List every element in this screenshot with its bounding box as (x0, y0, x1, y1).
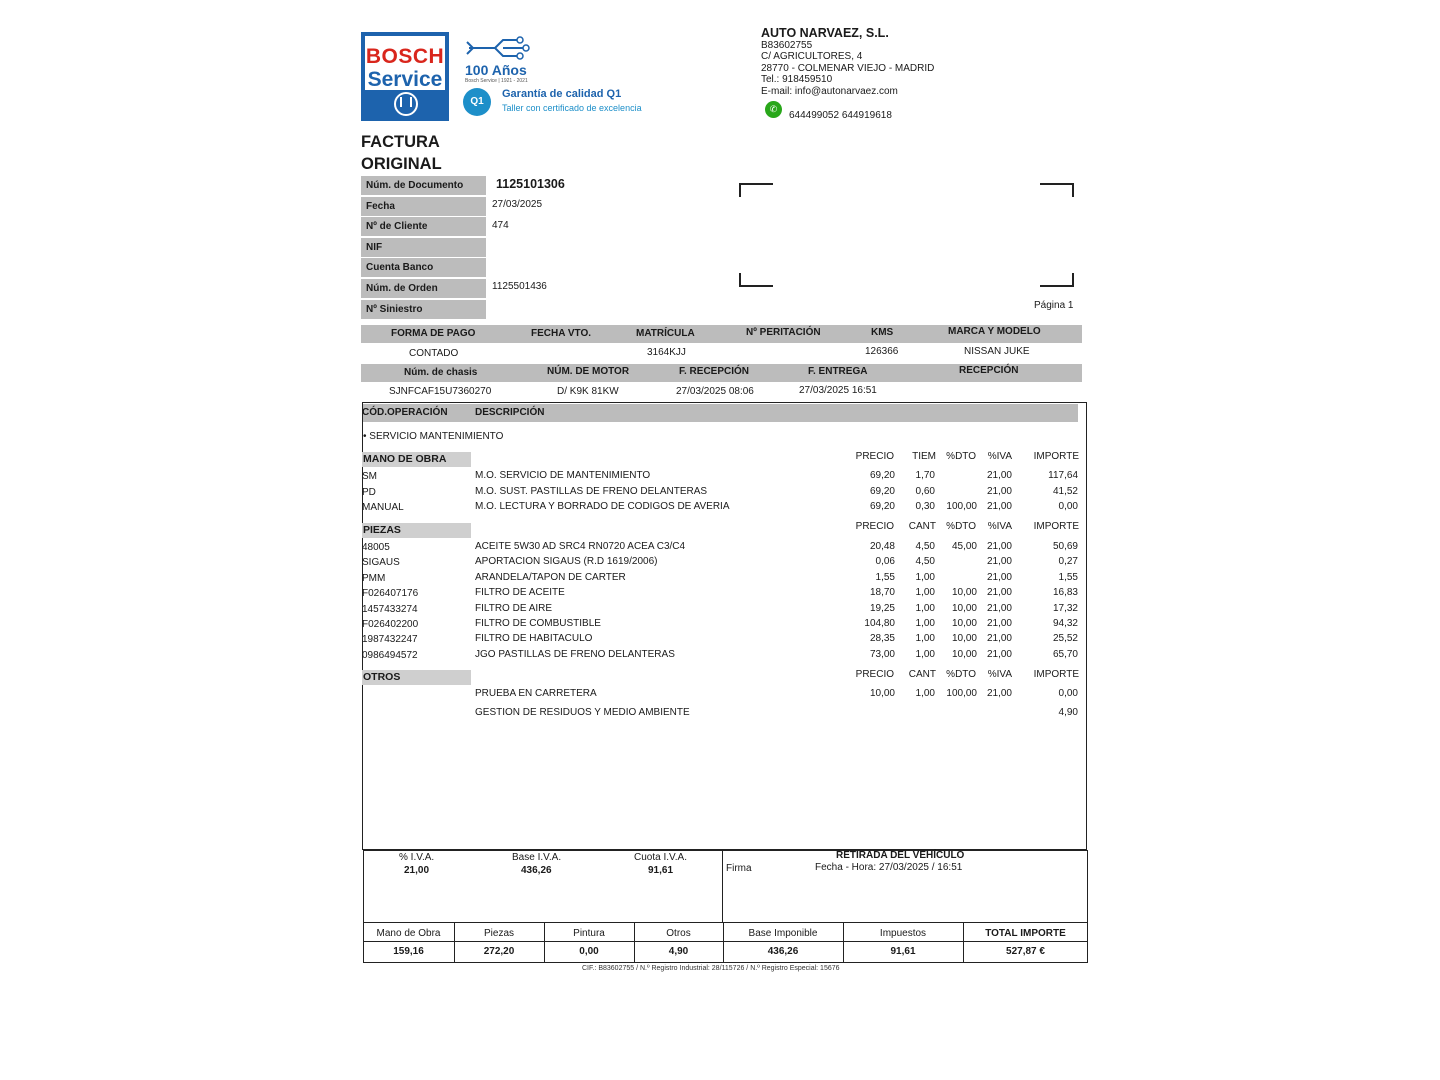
line-importe: 0,00 (1058, 688, 1078, 699)
client-number-value: 474 (492, 220, 509, 231)
total-amount-total-value: 527,87 € (1006, 946, 1045, 957)
line-precio: 28,35 (869, 633, 895, 644)
chassis-value: SJNFCAF15U7360270 (389, 386, 492, 397)
paint-total-header: Pintura (573, 928, 605, 939)
line-importe: 117,64 (1048, 470, 1078, 481)
mano-obra-qty-header: TIEM (912, 451, 936, 462)
doc-number-label: Núm. de Documento (361, 176, 486, 195)
line-cant: 1,00 (915, 603, 935, 614)
labor-total-header: Mano de Obra (376, 928, 441, 939)
line-description: FILTRO DE HABITACULO (475, 633, 593, 644)
labor-total-value: 159,16 (393, 946, 424, 957)
line-importe: 17,32 (1052, 603, 1078, 614)
company-cif: B83602755 (761, 40, 813, 51)
description-header: DESCRIPCIÓN (475, 407, 545, 418)
total-amount-total-header: TOTAL IMPORTE (985, 928, 1066, 939)
line-precio: 73,00 (869, 649, 895, 660)
kms-value: 126366 (865, 346, 899, 357)
line-code: PD (362, 487, 376, 498)
line-code: SIGAUS (362, 557, 400, 568)
reception-date-value: 27/03/2025 08:06 (676, 386, 754, 397)
line-iva: 21,00 (986, 618, 1012, 629)
tax-base-total-value: 436,26 (767, 946, 799, 957)
line-description: PRUEBA EN CARRETERA (475, 688, 597, 699)
line-iva: 21,00 (986, 603, 1012, 614)
line-description: M.O. SERVICIO DE MANTENIMIENTO (475, 470, 651, 481)
company-address-line2: 28770 - COLMENAR VIEJO - MADRID (761, 62, 935, 74)
line-description: M.O. LECTURA Y BORRADO DE CODIGOS DE AVERIA (475, 501, 730, 512)
delivery-date-value: 27/03/2025 16:51 (799, 385, 877, 396)
bosch-armature-icon (394, 92, 418, 116)
company-info (761, 26, 934, 97)
document-title-line2: ORIGINAL (361, 155, 442, 173)
taxes-total-value: 91,61 (890, 946, 916, 957)
line-iva: 21,00 (986, 587, 1012, 598)
bank-account-label: Cuenta Banco (361, 258, 486, 277)
taxes-total-header: Impuestos (879, 928, 927, 939)
registry-footer: CIF.: B83602755 / N.º Registro Industrial: 28/115726 / N.º Registro Especial: 15676 (582, 965, 840, 972)
make-model-header: MARCA Y MODELO (948, 326, 1041, 337)
line-cant: 1,00 (915, 688, 935, 699)
withdrawal-datetime: Fecha - Hora: 27/03/2025 / 16:51 (815, 862, 963, 873)
others-total-value: 4,90 (668, 946, 689, 957)
line-importe: 65,70 (1052, 649, 1078, 660)
line-description: M.O. SUST. PASTILLAS DE FRENO DELANTERAS (475, 486, 708, 497)
line-cant: 1,00 (915, 649, 935, 660)
operations-header-band (363, 404, 1078, 422)
chassis-header: Núm. de chasis (404, 367, 478, 378)
company-name: AUTO NARVAEZ, S.L. (761, 26, 889, 40)
line-code: SM (362, 471, 377, 482)
line-importe: 1,55 (1058, 572, 1078, 583)
service-title: • SERVICIO MANTENIMIENTO (363, 431, 504, 442)
anniversary-subtext: Bosch Service | 1921 - 2021 (465, 78, 528, 84)
line-cant: 1,00 (915, 633, 935, 644)
vat-base-value: 436,26 (521, 865, 552, 876)
line-cant: 4,50 (915, 541, 935, 552)
delivery-date-header: F. ENTREGA (808, 366, 868, 377)
line-code: MANUAL (362, 502, 404, 513)
q1-badge-icon: Q1 (463, 88, 491, 116)
line-description: ARANDELA/TAPON DE CARTER (475, 572, 626, 583)
engine-number-header: NÚM. DE MOTOR (547, 366, 630, 377)
line-dto: 10,00 (951, 603, 977, 614)
quality-q1-logo (463, 86, 663, 122)
line-iva: 21,00 (986, 501, 1012, 512)
company-address-line1: C/ AGRICULTORES, 4 (761, 51, 863, 63)
whatsapp-icon: ✆ (765, 101, 782, 118)
line-iva: 21,00 (986, 572, 1012, 583)
line-precio: 10,00 (869, 688, 895, 699)
parts-total-value: 272,20 (483, 946, 515, 957)
vat-amount-value: 91,61 (648, 865, 674, 876)
line-precio: 0,06 (875, 556, 895, 567)
line-description: FILTRO DE ACEITE (475, 587, 565, 598)
bosch-wordmark: BOSCH (365, 45, 445, 68)
line-code: 1457433274 (362, 604, 418, 615)
line-description: FILTRO DE AIRE (475, 603, 553, 614)
operations-table (362, 402, 1087, 850)
address-window-corner (739, 273, 773, 287)
mano-obra-amount-header: IMPORTE (1033, 451, 1079, 462)
line-description: APORTACION SIGAUS (R.D 1619/2006) (475, 556, 658, 567)
make-model-value: NISSAN JUKE (964, 346, 1030, 357)
line-description: JGO PASTILLAS DE FRENO DELANTERAS (475, 649, 675, 660)
line-iva: 21,00 (986, 633, 1012, 644)
line-cant: 0,60 (915, 486, 935, 497)
payment-method-header: FORMA DE PAGO (391, 328, 476, 339)
company-phone: Tel.: 918459510 (761, 74, 833, 86)
bosch-service-logo (361, 32, 449, 121)
line-importe: 16,83 (1052, 587, 1078, 598)
line-precio: 69,20 (869, 501, 895, 512)
line-precio: 104,80 (864, 618, 895, 629)
piezas-vat-header: %IVA (987, 521, 1012, 532)
company-mobile-phones: 644499052 644919618 (789, 110, 892, 121)
others-total-header: Otros (666, 928, 691, 939)
vat-base-header: Base I.V.A. (512, 852, 562, 863)
address-window-corner (1040, 273, 1074, 287)
line-dto: 100,00 (946, 688, 977, 699)
line-precio: 18,70 (869, 587, 895, 598)
line-description: FILTRO DE COMBUSTIBLE (475, 618, 601, 629)
operation-code-header: CÓD.OPERACIÓN (362, 407, 448, 418)
line-iva: 21,00 (986, 470, 1012, 481)
paint-total-value: 0,00 (579, 946, 599, 957)
line-dto: 10,00 (951, 649, 977, 660)
line-iva: 21,00 (986, 541, 1012, 552)
otros-vat-header: %IVA (987, 669, 1012, 680)
reception-date-header: F. RECEPCIÓN (679, 366, 750, 377)
quality-title: Garantía de calidad Q1 (502, 88, 622, 100)
line-precio: 69,20 (869, 470, 895, 481)
otros-amount-header: IMPORTE (1033, 669, 1079, 680)
line-precio: 69,20 (869, 486, 895, 497)
line-dto: 10,00 (951, 633, 977, 644)
mano-obra-price-header: PRECIO (855, 451, 894, 462)
quality-subtitle: Taller con certificado de excelencia (502, 103, 642, 113)
parts-total-header: Piezas (483, 928, 514, 939)
line-iva: 21,00 (986, 556, 1012, 567)
page-number: Página 1 (1034, 300, 1074, 311)
line-precio: 19,25 (869, 603, 895, 614)
plate-value: 3164KJJ (647, 347, 686, 358)
due-date-header: FECHA VTO. (531, 328, 592, 339)
date-label: Fecha (361, 197, 486, 216)
line-code: PMM (362, 573, 386, 584)
line-importe: 94,32 (1052, 618, 1078, 629)
line-importe: 41,52 (1052, 486, 1078, 497)
vat-amount-header: Cuota I.V.A. (634, 852, 687, 863)
line-code: 0986494572 (362, 650, 418, 661)
line-cant: 1,70 (915, 470, 935, 481)
line-cant: 1,00 (915, 587, 935, 598)
piezas-amount-header: IMPORTE (1033, 521, 1079, 532)
plate-header: MATRÍCULA (636, 328, 695, 339)
claim-number-label: Nº Siniestro (361, 300, 486, 319)
address-window-corner (1040, 183, 1074, 197)
mano-obra-discount-header: %DTO (946, 451, 976, 462)
anniversary-text: 100 Años (465, 62, 527, 78)
kms-header: KMS (871, 327, 894, 338)
payment-method-value: CONTADO (409, 348, 459, 359)
nif-label: NIF (361, 238, 486, 257)
order-number-value: 1125501436 (492, 281, 547, 292)
line-cant: 1,00 (915, 618, 935, 629)
piezas-section-title: PIEZAS (362, 523, 471, 538)
line-iva: 21,00 (986, 649, 1012, 660)
otros-discount-header: %DTO (946, 669, 976, 680)
line-description: ACEITE 5W30 AD SRC4 RN0720 ACEA C3/C4 (475, 541, 686, 552)
withdrawal-title: RETIRADA DEL VEHÍCULO (836, 850, 965, 861)
line-iva: 21,00 (986, 486, 1012, 497)
line-code: 1987432247 (362, 634, 418, 645)
piezas-discount-header: %DTO (946, 521, 976, 532)
reception-header: RECEPCIÓN (959, 365, 1019, 376)
service-wordmark: Service (367, 68, 443, 91)
document-title (361, 131, 442, 175)
line-dto: 100,00 (946, 501, 977, 512)
line-dto: 45,00 (951, 541, 977, 552)
line-dto: 10,00 (951, 618, 977, 629)
line-dto: 10,00 (951, 587, 977, 598)
line-cant: 0,30 (915, 501, 935, 512)
mano-obra-section-title: MANO DE OBRA (362, 452, 471, 467)
doc-number-value: 1125101306 (496, 177, 565, 191)
line-code: 48005 (362, 542, 390, 553)
otros-qty-header: CANT (908, 669, 936, 680)
line-description: GESTION DE RESIDUOS Y MEDIO AMBIENTE (475, 707, 690, 718)
date-value: 27/03/2025 (492, 199, 543, 210)
signature-label: Firma (726, 863, 752, 874)
line-importe: 4,90 (1058, 707, 1078, 718)
order-number-label: Núm. de Orden (361, 279, 486, 298)
otros-price-header: PRECIO (855, 669, 894, 680)
vat-rate-header: % I.V.A. (399, 852, 435, 863)
document-title-line1: FACTURA (361, 133, 440, 151)
address-window-corner (739, 183, 773, 197)
wrench-circuit-icon (465, 34, 535, 62)
client-number-label: Nº de Cliente (361, 217, 486, 236)
line-importe: 0,27 (1058, 556, 1078, 567)
line-code: F026407176 (362, 588, 419, 599)
appraisal-header: Nº PERITACIÓN (746, 327, 821, 338)
otros-section-title: OTROS (362, 670, 471, 685)
anniversary-logo (463, 34, 543, 84)
line-importe: 50,69 (1052, 541, 1078, 552)
piezas-qty-header: CANT (908, 521, 936, 532)
vat-rate-value: 21,00 (404, 865, 430, 876)
tax-base-total-header: Base Imponible (748, 928, 818, 939)
line-precio: 20,48 (869, 541, 895, 552)
line-iva: 21,00 (986, 688, 1012, 699)
mano-obra-vat-header: %IVA (987, 451, 1012, 462)
line-importe: 0,00 (1058, 501, 1078, 512)
line-code: F026402200 (362, 619, 419, 630)
piezas-price-header: PRECIO (855, 521, 894, 532)
company-email: E-mail: info@autonarvaez.com (761, 85, 898, 97)
engine-number-value: D/ K9K 81KW (557, 386, 619, 397)
line-cant: 4,50 (915, 556, 935, 567)
line-precio: 1,55 (875, 572, 895, 583)
line-importe: 25,52 (1052, 633, 1078, 644)
line-cant: 1,00 (915, 572, 935, 583)
